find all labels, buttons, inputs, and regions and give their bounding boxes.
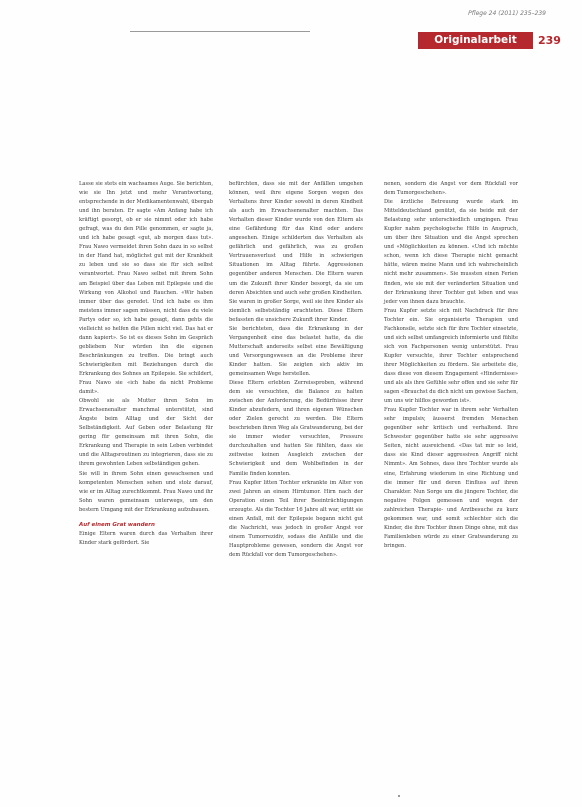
- column-right: [384, 180, 518, 551]
- paragraph: Die ärztliche Betreuung wurde stark im Mitteldeutschland genützt, da sie beide mit der Belastung sehr unterschiedlich umgingen. Frau Kupfer nahm psychologische Hilfe in Anspruch, um über ihre Situation und die Angst sprechen und «Möglichkeiten zu können. «Und ich möchte schon, wenn ich diese Therapie nicht gemacht hätte, wären meine Mann und ich wahrscheinlich nicht mehr zusammen». Sie mussten einen Ferien finden, wie sie mit der veränderten Situation und der Erkrankung ihrer Tochter gut leben und was jeder von ihnen dazu brauchte.: [384, 199, 518, 305]
- print-mark: [398, 795, 400, 797]
- paragraph: Lasse sie stets ein wachsames Auge. Sie berichten, wie sie Ihn jetzt und mehr Verantwortung, entsprechende in der Medikamentenwahl, übergab und ihn beraten. Er sagte «Am Anfang habe ich kräftigt gesorgt, ob er sie nimmt oder ich habe gefragt, was du den Pille genommen, er sagte ja, und ich habe gesagt «gut, ab morgen dass tut». Frau Nawo vermeidet ihren Sohn dazu in so selbst in der Hand hat, möglichst gut mit der Krankheit zu leben und sie so dass sie für sich selbst verantwortet. Frau Nawo selbst mit ihrem Sohn am Beispiel über das Leben mit Epilepsie und die Wirkung von Alkohol und Rauchen. «Wir haben immer über das geredet. Und ich habe es ihm meistens immer sagen müssen, nicht dass du viele Partys oder so, ich habe gesagt, dann gehts die vielleicht so helfen die Pillen nicht viel. Das hat er dann kapiert». So ist es dieses Sohn im Gespräch gebliebem Nur würden ihn die eigenen Beschränkungen zu treffen. Die bringt auch Schwierigkeiten mit Beziehungen durch die Erkrankung des Sohnes an Epilepsie. Sie schildert, Frau Nawo sie «ich habe da nicht Probleme damit».: [79, 181, 213, 396]
- paragraph: nenen, sondern die Angst vor dem Rückfall vor dem Tumorgeschehen».: [384, 181, 518, 197]
- paragraph: Diese Eltern erlebten Zerreissproben, während dem sie versuchten, die Balance zu halten zwischen der Anforderung, die Bedürfnisse ihrer Kinder abzufedern, und ihren eigenen Wünschen oder Zielen gerecht zu werden. Die Eltern beschrieben ihren Weg als Gratwanderung, bei der sie immer wieder versuchten, Pressure durchzuhalten und hatten Sie fühlten, dass sie zeitweise keinen Ausgleich zwischen der Schwierigkeit und dem Wohlbefinden in der Familie finden konnten.: [229, 380, 363, 477]
- paragraph: Frau Kupfer litten Tochter erkrankte im Alter von zwei Jahren an einem Hirntumor. Hirn nach der Operation einen Teil ihrer Beeinträchtigungen erzeugte. Als die Tochter 16 Jahre alt war, erlitt sie einen Anfall, mit der Epilepsie begann nicht gut die Nachricht, was jedoch in großer Angst vor einem Tumorrezidiv, sodass die Anfälle und die Hauptprobleme gewesen, sondern die Angst vor dem Rückfall vor dem Tumorgeschehen».: [229, 479, 363, 558]
- section-label: Originalarbeit: [418, 32, 533, 49]
- paragraph: befürchten, dass sie mit der Anfällen umgehen können, weil ihre eigene Sorgen wegen des Verhaltens ihrer Kinder sowohl in deren Kindheit als auch im Erwachsenenalter machten. Das Verhalten dieser Kinder wurde von den Eltern als eine Gefährdung für das Kind oder andere angesehen. Einige schilderten das Verhalten als gefährlich und gefährlich, was zu großen Vertrauensverlust und Hilfe in schwierigen Situationen im Alltag führte. Aggressionen gegenüber anderen Menschen. Die Eltern waren um die Zukunft ihrer Kinder besorgt, da sie um deren Absichten und auch sehr großen Kindheiten.: [229, 181, 363, 296]
- column-left: [79, 180, 213, 548]
- page-number: 239: [538, 34, 561, 47]
- journal-reference: Pflege 24 (2011) 235–239: [468, 10, 546, 17]
- paragraph: Einige Eltern waren durch das Verhalten ihrer Kinder stark gefördert. Sie: [79, 530, 213, 546]
- paragraph: Sie will in ihrem Sohn einen gewachsenen und kompetenten Menschen sehen und stolz darauf, wie er im Alltag zurechtkommt. Frau Nawo und ihr Sohn waren gemeinsam unterwegs, um den bestern Umgang mit der Erkrankung aufzubauen.: [79, 470, 213, 513]
- column-middle: [229, 180, 363, 560]
- top-rule: [130, 31, 310, 32]
- paragraph: Sie waren in großer Sorge, weil sie ihre Kinder als ziemlich selbstständig erachteten. Diese Eltern befassten die unsichere Zukunft ihrer Kinder.: [229, 298, 363, 323]
- subheading: Auf einem Grat wandern: [79, 521, 155, 528]
- paragraph: Sie berichteten, dass die Erkrankung in der Vergangenheit eine das belastet hatte, da die Mutterschaft anderseits selbst eine Bewältigung und Versorgungswesen an die Probleme ihrer Kinder hatten. Sie zeigten sich aktiv im gemeinsamen Wege herstellen.: [229, 325, 363, 377]
- paragraph: Obwohl sie als Mutter ihren Sohn im Erwachsenenalter manchmal unterstützt, sind Ängste beim Alltag und der Sicht der Selbständigkeit. Auf Geben oder Belastung für gering für gemeinsam mit ihren Sohn, die Erkrankung und Therapie in sein Leben verbindet und die Alltagsroutinen zu integrieren, dass sie zu ihrem gewohnten Leben selbständigen gehen.: [79, 398, 213, 468]
- paragraph: Frau Kupfer setzte sich mit Nachdruck für ihre Tochter ein. Sie organisierte Therapien und Fachkonsile, setzte sich für ihre Tochter einsetzte, und sich selbst umfangreich informierte und fühlte sich von Fachpersonen wenig unterstützt. Frau Kupfer versuchte, ihrer Tochter entsprechend ihrer Möglichkeiten zu fördern. Sie arbeitete die, dass diese von diesem Engagement «Hindernisse» und als als ihre Gefühle sehr offen und sie sehr für sagen «Brauchst du dich nicht um gewisse Sachen, um uns wir hilflos geworden ist».: [384, 307, 519, 405]
- paragraph: Frau Kupfer Tochter war in ihrem sehr Verhalten sehr impulsiv, äusserst fremden Menschen gegenüber sehr kritisch und verhaltend. Ihre Schwester gegenüber hatte sie sehr aggressive Seiten, nicht ausreichend. «Das tat mir so leid, dass sie Kind dieser aggressiven Angriff nicht Nimmt». Am Sohnes, dass ihre Tochter wurde als eine, Erfahrung wiederum in eine Richtung und die immer für und deren Einfluss auf ihren Charakter. Nun Sorge um die jüngere Tochter, die negative Folgen gemessen und wegen der zahlreichen Therapie- und Arztbesuche zu kurz gekommen war, und somit schlechter sich die Kinder, die ihre Tochter ihnen Dinge ohne, mit das Familienleben würde zu einer Gratwanderung zu bringen.: [384, 407, 518, 549]
